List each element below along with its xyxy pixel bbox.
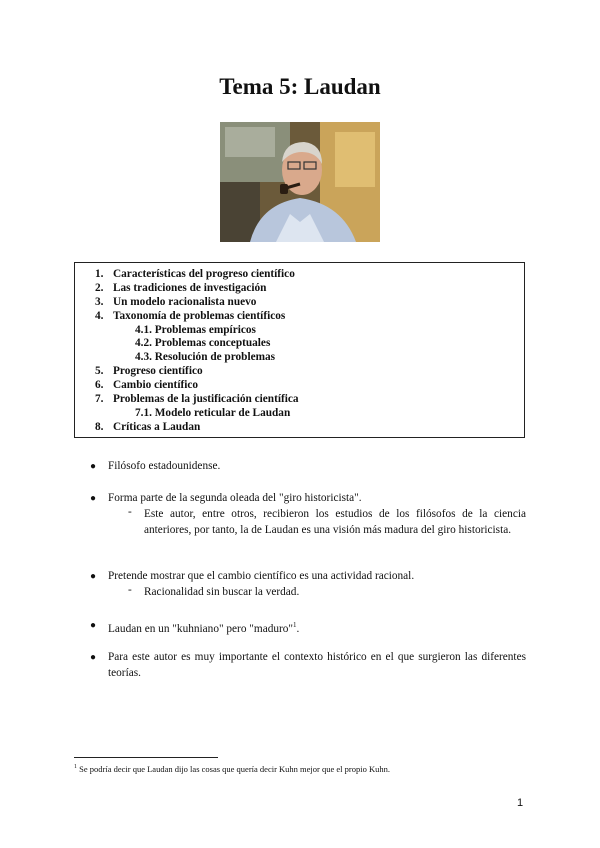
bullet-icon: ● [90, 571, 97, 582]
footnote-divider [74, 757, 218, 758]
bullet-text: Forma parte de la segunda oleada del "giro historicista". [108, 492, 362, 504]
bullet-icon: ● [90, 461, 97, 472]
portrait-image [220, 122, 380, 242]
footnote-ref[interactable]: 1 [293, 621, 297, 629]
bullet-text: Laudan en un "kuhniano" pero "maduro"$^1$. [108, 621, 300, 635]
toc-item: 2. Las tradiciones de investigación [95, 281, 267, 294]
toc-item: 7. Problemas de la justificación científica [95, 393, 299, 406]
toc-subitem: 4.3. Resolución de problemas [135, 351, 276, 364]
toc-item: 3. Un modelo racionalista nuevo [95, 295, 257, 308]
bullet-icon: ● [90, 493, 97, 504]
page-title: Tema 5: Laudan [219, 74, 381, 99]
bullet-text: Filósofo estadounidense. [108, 460, 221, 472]
sub-bullet-text: Racionalidad sin buscar la verdad. [144, 586, 300, 598]
toc-subitem: 4.1. Problemas empíricos [135, 323, 256, 336]
bullet-text: Para este autor es muy importante el contexto histórico en el que surgieron las diferentes teorías. [108, 651, 526, 679]
toc-item: 5. Progreso científico [95, 365, 203, 378]
footnote: $^1$ Se podría decir que Laudan dijo las cosas que quería decir Kuhn mejor que el propio Kuhn. [74, 764, 390, 774]
toc-item: 1. Características del progreso científico [95, 268, 295, 280]
toc-subitem: 4.2. Problemas conceptuales [135, 337, 271, 350]
toc-item: 4. Taxonomía de problemas científicos [95, 309, 286, 322]
toc-subitem: 7.1. Modelo reticular de Laudan [135, 406, 291, 419]
dash-icon: - [128, 584, 132, 596]
toc-item: 6. Cambio científico [95, 379, 199, 392]
sub-bullet-text: Este autor, entre otros, recibieron los estudios de los filósofos de la ciencia anteriores, por tanto, la de Laudan es una visión más madura del giro historicista. [144, 508, 526, 536]
bullet-icon: ● [90, 652, 97, 663]
bullet-text: Pretende mostrar que el cambio científico es una actividad racional. [108, 570, 415, 582]
portrait-photo [220, 122, 380, 242]
toc-item: 8. Críticas a Laudan [95, 420, 201, 433]
bullet-icon: ● [90, 620, 97, 631]
dash-icon: - [128, 506, 132, 518]
page-number: 1 [517, 797, 524, 809]
table-of-contents [74, 262, 525, 438]
